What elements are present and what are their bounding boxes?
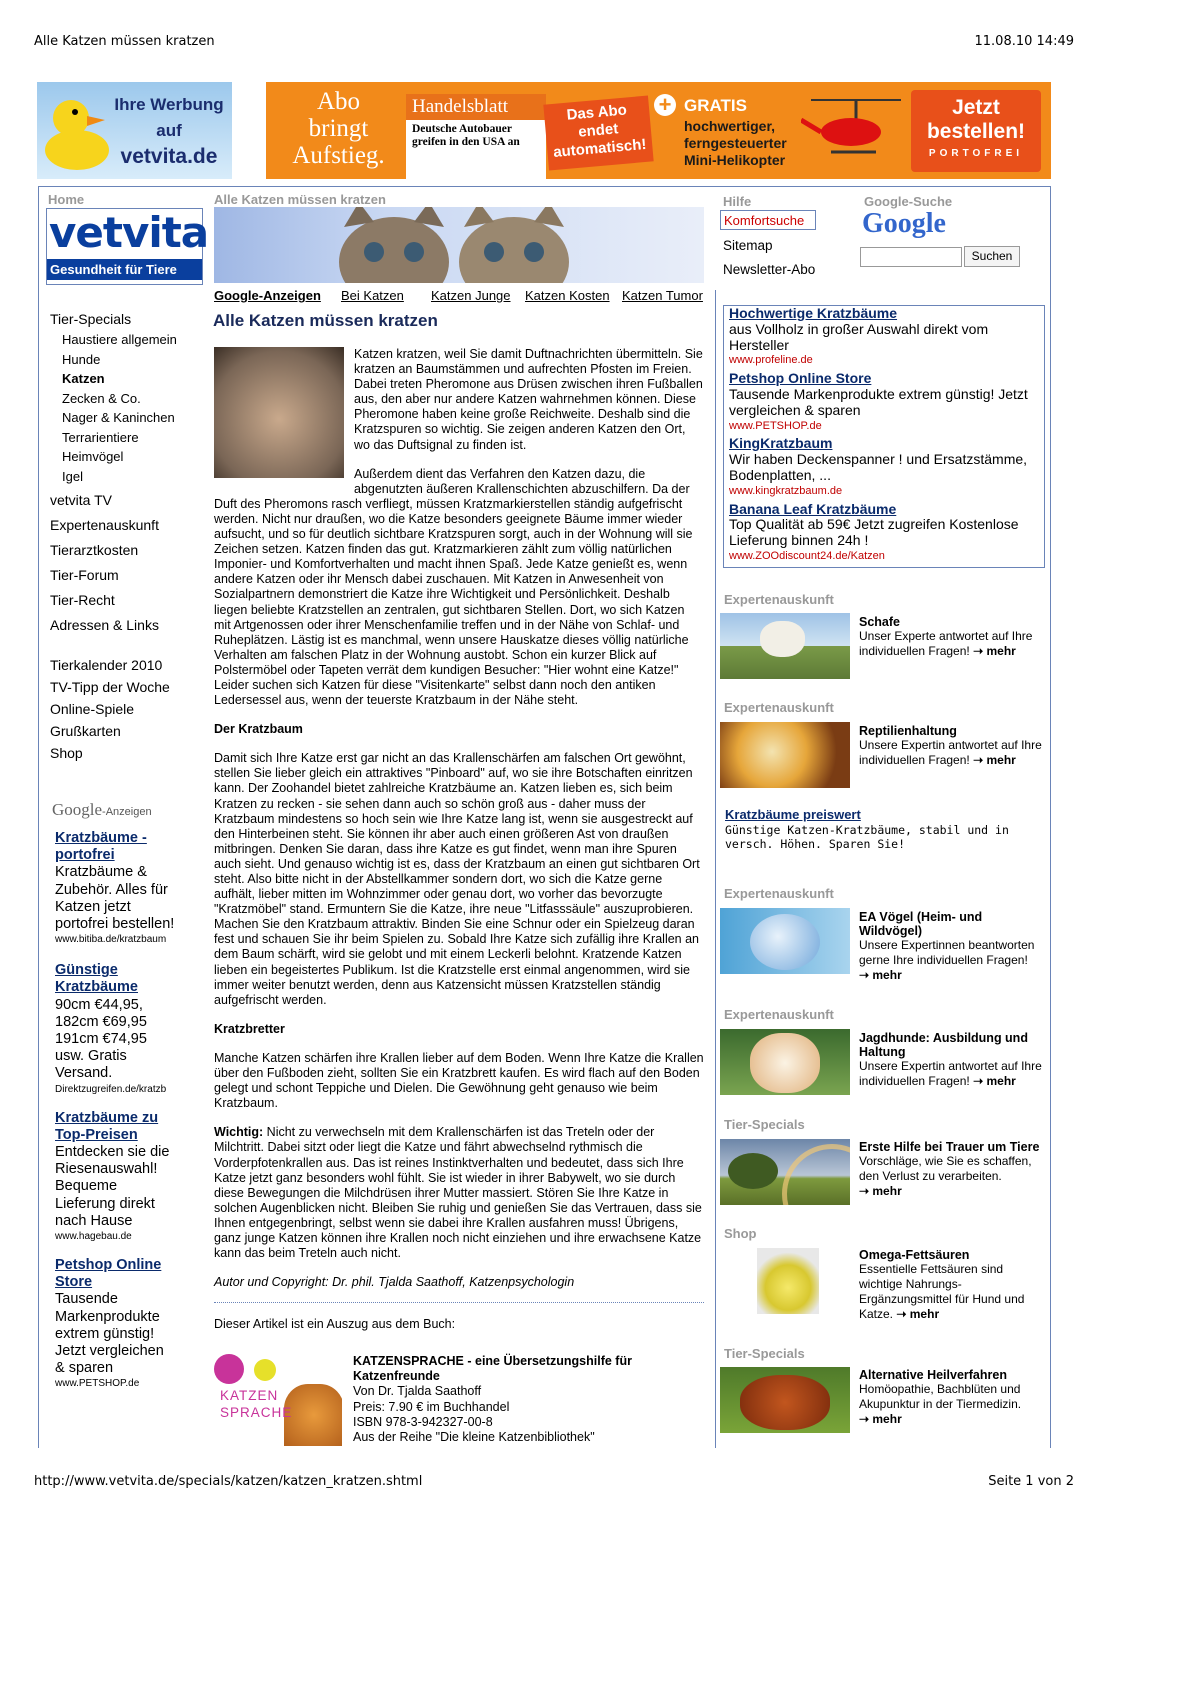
- left-ad-url[interactable]: www.hagebau.de: [55, 1231, 132, 1243]
- sheep-shape: [760, 621, 805, 657]
- cta-line2: bestellen!: [926, 120, 1026, 143]
- dog-photo[interactable]: [720, 1029, 850, 1095]
- rainbow-photo[interactable]: [720, 1139, 850, 1205]
- right-ad-title[interactable]: Hochwertige Kratzbäume: [729, 305, 898, 321]
- rubber-duck-icon: [41, 90, 113, 175]
- left-ad-url[interactable]: www.PETSHOP.de: [55, 1378, 140, 1390]
- google-logo: Google: [862, 208, 946, 239]
- book-title[interactable]: KATZENSPRACHE - eine Übersetzungshilfe für Katzenfreunde: [353, 1354, 632, 1384]
- frame-left-line: [38, 186, 39, 1448]
- left-ad-title[interactable]: Kratzbäume zu Top-Preisen: [55, 1109, 159, 1143]
- cta-line1: Jetzt: [952, 96, 1000, 119]
- right-ad-title[interactable]: KingKratzbaum: [729, 435, 833, 452]
- logo-tagline: Gesundheit für Tiere: [47, 259, 202, 280]
- vetvita-ad-banner[interactable]: [37, 82, 232, 179]
- google-search-input[interactable]: [860, 247, 962, 267]
- nav-adressen-links[interactable]: Adressen & Links: [50, 617, 159, 633]
- left-ad-2[interactable]: [55, 962, 175, 1095]
- komfortsuche-link[interactable]: Komfortsuche: [720, 210, 816, 230]
- banner-line3: vetvita.de: [120, 145, 218, 168]
- nav-katzen[interactable]: Katzen: [62, 371, 105, 386]
- article-intro: Katzen kratzen, weil Sie damit Duftnachrichten übermitteln. Sie kratzen an Baumstämmen und aufrechten Pfosten im Freien. Dabei treten Pheromone aus Drüsen zwischen ihren Fußballen aus, den aber nur andere Katzen wahrnehmen können. Diese Pheromone haben keine große Reichweite. Deshalb sind die Kratzspuren so wichtig. Sie zeigen anderen Katzen den Ort, wo das Duftsignal zu finden ist.: [354, 347, 703, 452]
- left-ad-3[interactable]: [55, 1110, 175, 1243]
- card-reptilien: [859, 724, 1044, 768]
- cover-circle-2: [254, 1359, 276, 1381]
- logo-text: vetvita: [49, 208, 209, 257]
- omega-bottle-photo[interactable]: [757, 1248, 819, 1314]
- nav-tier-specials[interactable]: Tier-Specials: [50, 311, 132, 327]
- ad-slogan3: Aufstieg.: [292, 142, 385, 169]
- right-ad-4[interactable]: [729, 502, 1039, 565]
- nav-online-spiele[interactable]: Online-Spiele: [50, 701, 135, 717]
- banner-line2: auf: [156, 121, 182, 140]
- card-trauer: [859, 1140, 1044, 1199]
- print-title: Alle Katzen müssen kratzen: [34, 34, 215, 49]
- right-ad-text: Top Qualität ab 59€ Jetzt zugreifen Kostenlose Lieferung binnen 24h !: [729, 516, 1019, 549]
- mehr-link[interactable]: ➝ mehr: [896, 1307, 940, 1321]
- card-title[interactable]: Omega-Fettsäuren: [859, 1248, 970, 1262]
- book-cover-line1: KATZEN: [220, 1388, 279, 1403]
- nav-vetvita-tv[interactable]: vetvita TV: [50, 492, 112, 508]
- nav-grusskarten[interactable]: Grußkarten: [50, 723, 121, 739]
- book-isbn: ISBN 978-3-942327-00-8: [353, 1414, 493, 1429]
- left-ad-text: Kratzbäume & Zubehör. Alles für Katzen jetzt portofrei bestellen!: [55, 864, 175, 933]
- card-heilverfahren: [859, 1368, 1044, 1427]
- nav-zecken[interactable]: Zecken & Co.: [62, 390, 141, 406]
- article-paragraph-3: Damit sich Ihre Katze erst gar nicht an das Krallenschärfen am falschen Ort gewöhnt, stellen Sie lieber gleich ein attraktives "Pinboard" auf, wo sie ihre Botschaften einritzen kann. Der Zoohandel bietet zahlreiche Kratzbäume an. Katzen lieben es, sich beim Kratzen zu recken - sie sehen dann auch so schön groß aus - daher muss der Kratzbaum mindestens so hoch sein wie Ihre Katze lang ist, wenn sie ausgestreckt auf den Hinterbeinen steht. Sie können ihr aber auch einen größeren Ast von draußen mitbringen. Denken Sie daran, dass ihre Katze es gut findet, wenn man ihre Spuren auch sieht. Und genauso wichtig ist es, dass der Kratzbaum an einen gut sichtbaren Ort steht. Also bitte nicht in der Abstellkammer sondern dort, wo sich die Katze gerne aufhält, lieber mitten im Wohnzimmer oder genau dort, wo vorher das bevorzugte "Kratzmöbel" stand. Ermuntern Sie die Katze, ihre neue "Litfasssäule" auszuprobieren. Machen Sie den Kratzbaum attraktiv. Binden Sie eine Schnur oder ein Spielzeug daran fest und schauen Sie ihr beim Spielen zu. Sobald Ihre Katze sich zufällig ihre Krallen an dem Baum schärft, wird sie gelobt und mit einem Leckerli belohnt. Kratzende Katzen lieben ein begeistertes Publikum. Ist die Kratzstelle erst einmal angenommen, wird sie immer weiter benutzt werden, denn aus Katzensicht müssen Kratzstellen ständig aufgefrischt werden.: [214, 751, 700, 1007]
- wichtig-label: Wichtig:: [214, 1125, 264, 1140]
- mehr-link[interactable]: ➝ mehr: [859, 1184, 902, 1198]
- tab-bar: [214, 288, 709, 303]
- dog-shape: [750, 1033, 820, 1093]
- mehr-link[interactable]: ➝ mehr: [973, 1074, 1016, 1088]
- nav-igel[interactable]: Igel: [62, 468, 83, 484]
- nav-tierkalender[interactable]: Tierkalender 2010: [50, 657, 163, 673]
- tab-katzen-tumor[interactable]: Katzen Tumor: [622, 288, 703, 303]
- right-ad-3[interactable]: [729, 436, 1039, 499]
- mehr-link[interactable]: ➝ mehr: [859, 968, 902, 982]
- cat-photo: [214, 347, 344, 478]
- book-cover[interactable]: [214, 1354, 342, 1446]
- card-voegel: [859, 910, 1044, 983]
- book-intro: Dieser Artikel ist ein Auszug aus dem Buch:: [214, 1317, 456, 1332]
- gift-line2: ferngesteuerter: [684, 135, 787, 151]
- abo-badge: [543, 96, 653, 171]
- frame-top-line: [38, 186, 1051, 187]
- ad-slogan2: bringt: [308, 115, 369, 142]
- home-link[interactable]: Home: [48, 192, 85, 207]
- cover-circle-1: [214, 1354, 244, 1384]
- tab-google-anzeigen[interactable]: Google-Anzeigen: [214, 288, 321, 303]
- card-title[interactable]: Alternative Heilverfahren: [859, 1368, 1007, 1382]
- left-ad-title[interactable]: Petshop Online Store: [55, 1257, 162, 1291]
- book-cover-line2: SPRACHE: [220, 1405, 293, 1420]
- book-price: Preis: 7.90 € im Buchhandel: [353, 1399, 510, 1414]
- card-title[interactable]: Jagdhunde: Ausbildung und Haltung: [859, 1031, 1028, 1059]
- card-text: Vorschläge, wie Sie es schaffen, den Verlust zu verarbeiten. ➝ mehr: [859, 1154, 1032, 1198]
- card-title[interactable]: EA Vögel (Heim- und Wildvögel): [859, 910, 983, 938]
- right-ad-title[interactable]: Petshop Online Store: [729, 370, 872, 387]
- author-credit: Autor und Copyright: Dr. phil. Tjalda Saathoff, Katzenpsychologin: [214, 1275, 704, 1303]
- book-series: Aus der Reihe "Die kleine Katzenbibliothek": [353, 1430, 595, 1445]
- vetvita-logo[interactable]: [46, 208, 209, 285]
- rainbow-shape: [782, 1144, 850, 1205]
- wichtig-text: Nicht zu verwechseln mit dem Krallenschärfen ist das Treteln oder der Milchtritt. Dabei sitzt oder liegt die Katze und fährt abwechselnd rythmisch die Vorderpfotenkrallen aus. Das ist reines Instinktverhalten und bedeutet, dass sich Ihre Katze jetzt ganz besonders wohl fühlt. Sie ist wieder in ihrer Babywelt, wo sie durch diese Bewegungen die Milchdrüsen ihrer Mutter massiert. Stören Sie Ihre Katze in solchen Augenblicken nicht. Bleiben Sie ruhig und genießen Sie das Vertrauen, dass sie Ihnen entgegenbringt, selbst wenn sie dabei ihre Krallen ausfahren muss! Übrigens, ganz junge Katzen können ihre Krallen noch nicht einziehen und ihre erwachsene Katze kann das beim Treteln auch nicht.: [214, 1125, 702, 1261]
- tree-shape: [728, 1153, 778, 1189]
- nav-nager[interactable]: Nager & Kaninchen: [62, 410, 175, 425]
- mehr-link[interactable]: ➝ mehr: [973, 644, 1016, 658]
- preiswert-title[interactable]: Kratzbäume preiswert: [725, 807, 861, 822]
- nav-heimvoegel[interactable]: Heimvögel: [62, 449, 124, 464]
- tab-katzen-kosten[interactable]: Katzen Kosten: [525, 288, 610, 303]
- right-ad-url[interactable]: www.profeline.de: [729, 354, 813, 367]
- mehr-link[interactable]: ➝ mehr: [973, 753, 1016, 767]
- section-label: Expertenauskunft: [724, 700, 834, 715]
- card-jagdhunde: [859, 1031, 1044, 1089]
- cover-cat: [284, 1384, 342, 1446]
- budgie-shape: [750, 914, 820, 970]
- nav-hunde[interactable]: Hunde: [62, 351, 101, 367]
- nav-tier-forum[interactable]: Tier-Forum: [50, 567, 119, 583]
- nav-expertenauskunft[interactable]: Expertenauskunft: [50, 517, 159, 533]
- card-text: Unser Experte antwortet auf Ihre individuellen Fragen! ➝ mehr: [859, 629, 1033, 658]
- kittens-image: [214, 207, 704, 283]
- left-ad-title[interactable]: Günstige Kratzbäume: [55, 962, 138, 996]
- newsletter-link[interactable]: Newsletter-Abo: [723, 262, 816, 277]
- tab-bei-katzen[interactable]: Bei Katzen: [341, 288, 404, 303]
- nav-terrarientiere[interactable]: Terrarientiere: [62, 429, 139, 445]
- left-ad-url[interactable]: www.bitiba.de/kratzbaum: [55, 934, 167, 946]
- banner-line1: Ihre Werbung: [114, 95, 224, 114]
- right-ad-text: aus Vollholz in großer Auswahl direkt vom Hersteller: [729, 320, 989, 353]
- handelsblatt-ad-banner[interactable]: [266, 82, 1051, 179]
- book-info: [353, 1354, 703, 1445]
- badge-line2: endet: [577, 120, 619, 141]
- right-ad-url[interactable]: www.kingkratzbaum.de: [729, 484, 843, 497]
- right-google-ads: [729, 306, 1039, 565]
- right-ad-url[interactable]: www.PETSHOP.de: [729, 419, 822, 432]
- card-schafe: [859, 615, 1044, 659]
- kittens-header-image: [214, 207, 704, 283]
- order-now-button[interactable]: [911, 90, 1041, 172]
- card-title[interactable]: Erste Hilfe bei Trauer um Tiere: [859, 1140, 1040, 1154]
- print-url: http://www.vetvita.de/specials/katzen/katzen_kratzen.shtml: [34, 1474, 423, 1489]
- hilfe-label: Hilfe: [723, 194, 752, 209]
- left-ad-1[interactable]: [55, 830, 175, 946]
- google-search-button[interactable]: Suchen: [964, 246, 1020, 267]
- section-label: Shop: [724, 1226, 757, 1241]
- ad-slogan1: Abo: [316, 88, 361, 115]
- setter-photo[interactable]: [720, 1367, 850, 1433]
- preiswert-text: Günstige Katzen-Kratzbäume, stabil und in versch. Höhen. Sparen Sie!: [725, 822, 1009, 851]
- card-title[interactable]: Reptilienhaltung: [859, 724, 957, 738]
- section-label: Expertenauskunft: [724, 1007, 834, 1022]
- left-ad-4[interactable]: [55, 1257, 175, 1390]
- right-ad-title[interactable]: Banana Leaf Kratzbäume: [729, 500, 897, 517]
- right-ad-text: Wir haben Deckenspanner ! und Ersatzstämme, Bodenplatten, ...: [729, 451, 1028, 483]
- left-ads: [55, 830, 175, 1390]
- budgie-photo[interactable]: [720, 908, 850, 974]
- snake-photo[interactable]: [720, 722, 850, 788]
- article-paragraph-2: Außerdem dient das Verfahren den Katzen dazu, die abgenutzten äußeren Krallenschichten abzuschilfern. Da der Duft des Pheromons rasch verfliegt, müssen Kratzmarkierstellen ständig aufgefrischt werden. Nicht nur draußen, wo die Katze besonders geeignete Bäume immer wieder aufsucht, und so für deutlich sichtbare Kratzspuren sorgt, auch in der Wohnung will sie Zeichen setzen. Katzen finden das gut. Kratzmarkieren zählt zum völlig natürlichen Imponier- und Komfortverhalten und macht ihnen Spaß. Jede Katze genießt es, wenn andere Katzen oder ihr Mensch dabei zuschauen. Mit Katzen in Anwesenheit von Sozialpartnern demonstriert die Katze ihre Wichtigkeit und Persönlichkeit. Deshalb liegen beliebte Kratzstellen an zentralen, gut sichtbaren Stellen. Dort, wo sich Katzen mit Artgenossen oder ihrer Menschenfamilie treffen und in der Nähe von Schlaf- und Ruheplätzen. Lästig ist es manchmal, wenn unsere Hauskatze dieses völlig natürliche Verhalten am falschen Platz in der Wohnung austobt. Schon ein kurzer Blick auf Polstermöbel oder Tapeten verrät dem kundigen Besucher: "Hier wohnt eine Katze!" Leider suchen sich Katzen für diese "Visitenkarte" selbst dann noch den antiken Ledersessel aus, wenn der teuerste Kratzbaum in der Nähe steht.: [214, 466, 693, 708]
- section-label: Expertenauskunft: [724, 886, 834, 901]
- article-paragraph-4: Manche Katzen schärfen ihre Krallen lieber auf dem Boden. Wenn Ihre Katze die Krallen über den Fußboden zieht, sollten Sie ein Kratzbrett kaufen. Es wird flach auf den Boden gelegt und schont Teppiche und Dielen. Die Gewöhnung geht genauso wie beim Kratzbaum.: [214, 1050, 704, 1111]
- gratis-label: GRATIS: [684, 96, 747, 115]
- google-search-label: Google-Suche: [864, 194, 953, 209]
- sitemap-link[interactable]: Sitemap: [723, 238, 773, 253]
- card-text: Essentielle Fettsäuren sind wichtige Nahrungs-Ergänzungsmittel für Hund und Katze. ➝ mehr: [859, 1262, 1025, 1321]
- nav-haustiere[interactable]: Haustiere allgemein: [62, 332, 177, 347]
- breadcrumb: Alle Katzen müssen kratzen: [214, 192, 386, 207]
- nav-tier-recht[interactable]: Tier-Recht: [50, 592, 115, 608]
- print-datetime: 11.08.10 14:49: [974, 34, 1074, 49]
- google-ads-suffix: -Anzeigen: [102, 806, 152, 818]
- section-label: Tier-Specials: [724, 1346, 805, 1361]
- card-omega: [859, 1248, 1044, 1322]
- gift-line3: Mini-Helikopter: [684, 152, 786, 168]
- google-ads-logo: Google: [52, 800, 103, 819]
- right-ad-1[interactable]: [729, 306, 1039, 369]
- nav-tierarztkosten[interactable]: Tierarztkosten: [50, 542, 139, 558]
- google-ads-label: [52, 800, 152, 820]
- print-page-number: Seite 1 von 2: [988, 1474, 1074, 1489]
- mehr-link[interactable]: ➝ mehr: [859, 1412, 902, 1426]
- left-nav: [50, 311, 200, 764]
- article-body: [214, 347, 704, 1346]
- nav-shop[interactable]: Shop: [50, 745, 83, 761]
- tab-katzen-junge[interactable]: Katzen Junge: [431, 288, 511, 303]
- column-divider: [715, 290, 716, 1448]
- card-text: Homöopathie, Bachblüten und Akupunktur in der Tiermedizin. ➝ mehr: [859, 1382, 1022, 1426]
- kratzbaeume-preiswert-ad[interactable]: [725, 808, 1045, 852]
- article-title: Alle Katzen müssen kratzen: [213, 311, 438, 330]
- newspaper-name: Handelsblatt: [406, 94, 546, 120]
- right-ad-2[interactable]: [729, 371, 1039, 434]
- card-text: Unsere Expertin antwortet auf Ihre individuellen Fragen! ➝ mehr: [859, 738, 1042, 767]
- right-ad-url[interactable]: www.ZOOdiscount24.de/Katzen: [729, 549, 885, 562]
- frame-right-line: [1050, 186, 1051, 1448]
- badge-line3: automatisch!: [552, 135, 648, 161]
- card-text: Unsere Expertin antwortet auf Ihre individuellen Fragen! ➝ mehr: [859, 1059, 1042, 1088]
- newspaper-headline1: Deutsche Autobauer: [412, 123, 512, 135]
- section-label: Tier-Specials: [724, 1117, 805, 1132]
- badge-line1: Das Abo: [565, 101, 628, 124]
- section-label: Expertenauskunft: [724, 592, 834, 607]
- left-ad-text: Entdecken sie die Riesenauswahl! Bequeme Lieferung direkt nach Hause: [55, 1144, 170, 1229]
- left-ad-text: 90cm €44,95, 182cm €69,95 191cm €74,95 usw. Gratis Versand.: [55, 996, 147, 1082]
- plus-icon: +: [654, 94, 676, 116]
- nav-tv-tipp[interactable]: TV-Tipp der Woche: [50, 679, 170, 695]
- newspaper-image: [406, 94, 546, 179]
- card-text: Unsere Expertinnen beantworten gerne Ihre individuellen Fragen! ➝ mehr: [859, 938, 1035, 982]
- heading-kratzbretter: Kratzbretter: [214, 1021, 285, 1036]
- right-ad-text: Tausende Markenprodukte extrem günstig! Jetzt vergleichen & sparen: [729, 385, 1028, 418]
- helicopter-icon: [801, 90, 906, 170]
- heading-kratzbaum: Der Kratzbaum: [214, 722, 303, 737]
- left-ad-title[interactable]: Kratzbäume - portofrei: [55, 830, 147, 864]
- book-author: Von Dr. Tjalda Saathoff: [353, 1384, 482, 1399]
- gift-line1: hochwertiger,: [684, 118, 776, 134]
- newspaper-headline2: greifen in den USA an: [412, 136, 520, 148]
- left-ad-text: Tausende Markenprodukte extrem günstig! Jetzt vergleichen & sparen: [55, 1291, 164, 1377]
- setter-shape: [740, 1375, 830, 1430]
- article-paragraph-5: [214, 1125, 704, 1261]
- card-title[interactable]: Schafe: [859, 615, 900, 629]
- left-ad-url[interactable]: Direktzugreifen.de/kratzb: [55, 1083, 167, 1095]
- cta-line3: PORTOFREI: [928, 148, 1024, 159]
- sheep-photo[interactable]: [720, 613, 850, 679]
